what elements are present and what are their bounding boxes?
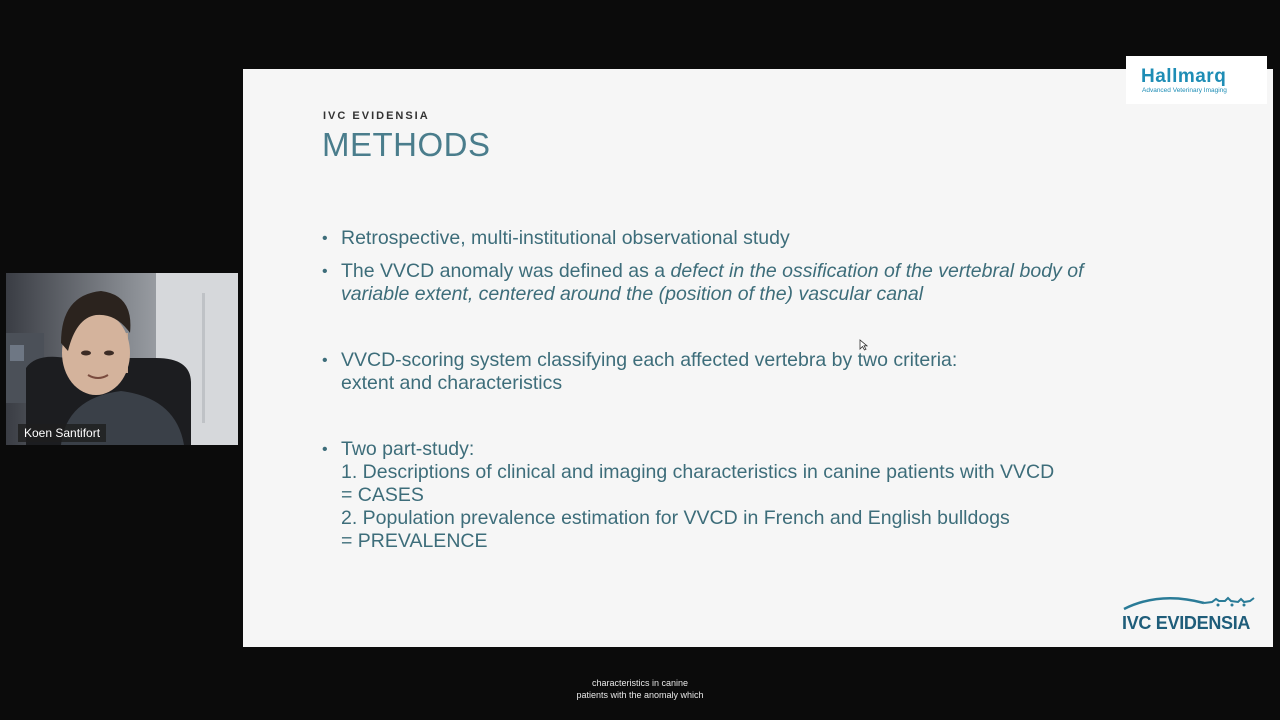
bullet-text: The VVCD anomaly was defined as a xyxy=(341,260,671,282)
participant-name-label: Koen Santifort xyxy=(18,424,106,442)
hallmarq-tagline: Advanced Veterinary Imaging xyxy=(1142,87,1227,94)
bullet-text: 2. Population prevalence estimation for VVCD in French and English bulldogs xyxy=(341,507,1010,529)
speaker-video-feed xyxy=(6,273,238,445)
live-caption xyxy=(540,677,740,701)
bullet-italic-text: variable extent, centered around the (position of the) vascular canal xyxy=(341,283,924,305)
slide-title: METHODS xyxy=(322,126,491,163)
bullet-study-design xyxy=(322,227,790,250)
bullet-two-part-study xyxy=(322,438,1054,553)
bullet-text: • VVCD-scoring system classifying each affected vertebra by two criteria: xyxy=(341,349,958,371)
ivc-wordmark: IVC EVIDENSIA xyxy=(1122,613,1251,633)
bullet-italic-text: defect in the ossification of the vertebral body of xyxy=(670,260,1084,282)
hallmarq-wordmark: Hallmarq xyxy=(1141,66,1227,87)
hallmarq-logo xyxy=(1126,56,1267,104)
bullet-text: 1. Descriptions of clinical and imaging characteristics in canine patients with VVCD xyxy=(341,461,1055,483)
caption-line: patients with the anomaly which xyxy=(576,690,704,700)
webcam-video-tile[interactable] xyxy=(6,273,238,445)
bullet-anomaly-definition xyxy=(322,260,1084,306)
bullet-text: • Retrospective, multi-institutional observational study xyxy=(341,227,790,249)
slide-brand-header: IVC EVIDENSIA xyxy=(323,110,430,122)
caption-line: characteristics in canine xyxy=(591,678,689,688)
bullet-line xyxy=(341,283,1084,306)
bullet-text: = PREVALENCE xyxy=(341,530,488,552)
bullet-text: = CASES xyxy=(341,484,424,506)
bullet-text: extent and characteristics xyxy=(341,372,563,394)
bullet-line xyxy=(341,260,1084,283)
bullet-text: • Two part-study: xyxy=(341,438,475,460)
mouse-cursor-icon xyxy=(859,339,868,351)
bullet-scoring-system xyxy=(322,349,957,395)
ivc-evidensia-logo xyxy=(1120,593,1256,638)
